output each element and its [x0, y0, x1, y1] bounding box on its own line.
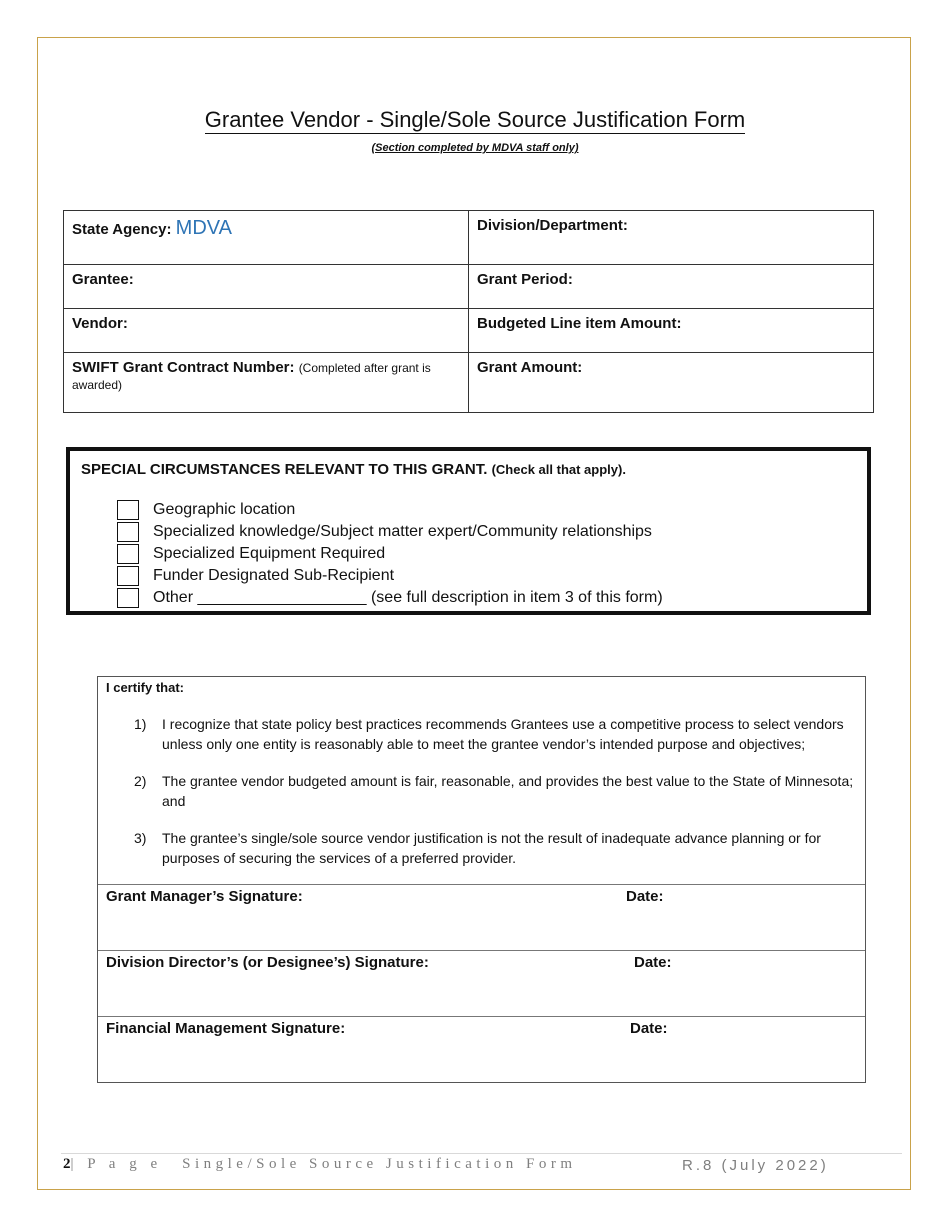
division-director-signature-field[interactable]: [98, 950, 865, 1016]
certify-item: [134, 828, 854, 868]
certify-item-text: The grantee vendor budgeted amount is fair, reasonable, and provides the best value to the State of Minnesota; and: [162, 773, 854, 809]
certify-item: [134, 714, 854, 754]
special-title-note: (Check all that apply).: [491, 462, 626, 477]
grant-manager-date-label: Date:: [626, 888, 664, 905]
footer-doc-title: Single/Sole Source Justification Form: [182, 1156, 577, 1172]
financial-management-signature-field[interactable]: [98, 1016, 865, 1082]
special-circumstances-box: [66, 447, 871, 615]
form-subtitle: (Section completed by MDVA staff only): [371, 142, 579, 154]
footer-revision: R.8 (July 2022): [682, 1157, 829, 1174]
financial-management-signature-label: Financial Management Signature:: [106, 1020, 346, 1037]
geographic-location-checkbox[interactable]: [117, 500, 139, 520]
grantee-label: Grantee:: [72, 271, 134, 288]
grant-period-label: Grant Period:: [477, 271, 573, 288]
state-agency-cell[interactable]: [64, 211, 469, 265]
grant-period-cell[interactable]: [469, 265, 874, 309]
page-number: 2: [63, 1156, 71, 1172]
funder-designated-checkbox[interactable]: [117, 566, 139, 586]
checklist-label: Other ___________________ (see full description in item 3 of this form): [153, 589, 663, 606]
specialized-knowledge-checkbox[interactable]: [117, 522, 139, 542]
special-title-text: SPECIAL CIRCUMSTANCES RELEVANT TO THIS GRANT.: [81, 461, 488, 478]
state-agency-value: MDVA: [175, 217, 232, 239]
info-table: [63, 210, 874, 413]
certify-heading: I certify that:: [106, 680, 185, 695]
grant-amount-label: Grant Amount:: [477, 359, 583, 376]
form-title-text: Grantee Vendor - Single/Sole Source Justification Form: [204, 107, 746, 132]
checklist-label: Geographic location: [153, 501, 296, 518]
footer-page-info: [63, 1156, 577, 1173]
grant-manager-signature-label: Grant Manager’s Signature:: [106, 888, 303, 905]
budgeted-amount-label: Budgeted Line item Amount:: [477, 315, 682, 332]
checklist-label: Funder Designated Sub-Recipient: [153, 567, 395, 584]
vendor-label: Vendor:: [72, 315, 128, 332]
division-director-date-label: Date:: [634, 954, 672, 971]
grant-amount-cell[interactable]: [469, 353, 874, 413]
division-cell[interactable]: [469, 211, 874, 265]
special-circumstances-title: [81, 461, 626, 478]
certify-item-text: I recognize that state policy best practices recommends Grantees use a competitive process to select vendors unless only one entity is reasonably able to meet the grantee vendor’s intended purpose and objectives;: [162, 716, 844, 752]
certify-item-text: The grantee’s single/sole source vendor justification is not the result of inadequate advance planning or for purposes of securing the services of a preferred provider.: [162, 830, 821, 866]
budgeted-amount-cell[interactable]: [469, 309, 874, 353]
certification-box: [97, 676, 866, 1083]
footer-divider: [61, 1153, 902, 1154]
grantee-cell[interactable]: [64, 265, 469, 309]
financial-management-date-label: Date:: [630, 1020, 668, 1037]
division-director-signature-label: Division Director’s (or Designee’s) Signature:: [106, 954, 429, 971]
certify-item: [134, 771, 854, 811]
form-title: [0, 107, 950, 133]
swift-number-note: (Completed after grant is awarded): [72, 361, 431, 392]
specialized-equipment-checkbox[interactable]: [117, 544, 139, 564]
division-label: Division/Department:: [477, 217, 628, 234]
grant-manager-signature-field[interactable]: [98, 884, 865, 950]
checklist-label: Specialized Equipment Required: [153, 545, 386, 562]
vendor-cell[interactable]: [64, 309, 469, 353]
swift-number-cell[interactable]: [64, 353, 469, 413]
certify-item-number: 1): [134, 716, 147, 732]
state-agency-label: State Agency:: [72, 221, 172, 238]
other-checkbox[interactable]: [117, 588, 139, 608]
swift-number-label: SWIFT Grant Contract Number:: [72, 359, 295, 376]
page-word: | P a g e: [70, 1156, 163, 1172]
certify-item-number: 2): [134, 773, 147, 789]
certify-item-number: 3): [134, 830, 147, 846]
checklist-label: Specialized knowledge/Subject matter expert/Community relationships: [153, 523, 652, 540]
